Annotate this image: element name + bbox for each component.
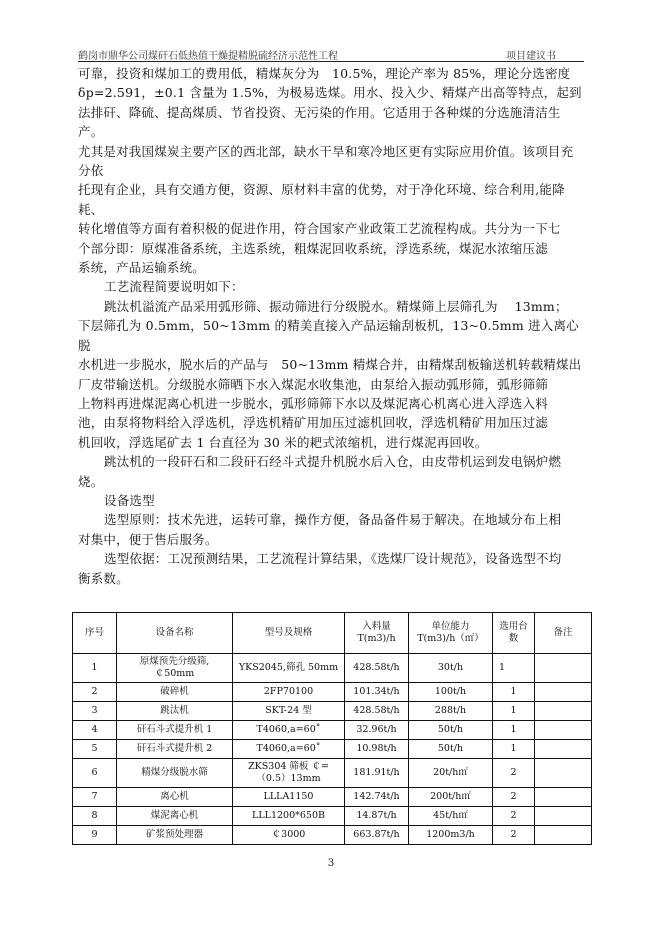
table-cell: 2 (493, 759, 535, 788)
table-cell (535, 788, 592, 807)
table-cell: 矸石斗式提升机 1 (117, 721, 233, 740)
table-cell: T4060,a=60˚ (233, 740, 345, 759)
text-line: 跳汰机的一段矸石和二段矸石经斗式提升机脱水后入仓，由皮带机运到发电锅炉燃 (104, 454, 562, 470)
table-cell: 1200m3/h (409, 826, 493, 845)
table-cell: 2 (493, 807, 535, 826)
paragraph-process (78, 297, 584, 452)
table-cell: 30t/h (409, 654, 493, 683)
text-line: 选型原则：技术先进，运转可靠，操作方便，备品备件易于解决。在地域分布上相 (104, 512, 562, 528)
table-cell: 煤泥离心机 (117, 807, 233, 826)
table-cell: T4060,a=60˚ (233, 721, 345, 740)
page-number: 3 (327, 858, 335, 869)
table-cell: 1 (73, 654, 117, 683)
text-line: 水机进一步脱水，脱水后的产品与 50~13mm 精煤合并，由精煤刮板输送机转载精煤出 (78, 357, 582, 373)
text-line: 托现有企业，具有交通方便，资源、原材料丰富的优势，对于净化环境、综合利用,能降耗、 (78, 182, 565, 217)
text-line: 机回收，浮选尾矿去 1 台直径为 30 米的耙式浓缩机，进行煤泥再回收。 (78, 434, 488, 450)
table-cell (535, 721, 592, 740)
col-header-feed-rate: 入料量 T(m3)/h (345, 613, 409, 654)
text-line: 个部分即：原煤准备系统，主选系统，粗煤泥回收系统，浮选系统，煤泥水浓缩压滤 (78, 240, 548, 256)
equipment-heading: 设备选型 (104, 492, 155, 508)
table-cell: SKT-24 型 (233, 702, 345, 721)
text-line: 上物料再进煤泥离心机进一步脱水，弧形筛筛下水以及煤泥离心机离心进入浮选入料 (78, 395, 548, 411)
table-row (73, 807, 592, 826)
text-line: 法排矸、降硫、提高煤质、节省投资、无污染的作用。它适用于各种煤的分选施清洁生产。 (78, 104, 561, 140)
table-cell (535, 740, 592, 759)
table-header-row (73, 613, 592, 654)
paragraph-selection-basis (78, 549, 584, 588)
paragraph-intro (78, 64, 584, 277)
table-cell: 45t/h㎡ (409, 807, 493, 826)
text-line: 衡系数。 (78, 570, 129, 586)
table-cell: 50t/h (409, 721, 493, 740)
table-cell: 10.98t/h (345, 740, 409, 759)
table-cell: 跳汰机 (117, 702, 233, 721)
table-cell: 2 (493, 826, 535, 845)
table-cell: 9 (73, 826, 117, 845)
table-cell: 8 (73, 807, 117, 826)
table-cell: 1 (493, 654, 535, 683)
table-cell: YKS2045,筛孔 50mm (233, 654, 345, 683)
col-header-model: 型号及规格 (233, 613, 345, 654)
table-cell: ￠3000 (233, 826, 345, 845)
table-cell (535, 759, 592, 788)
table-row (73, 702, 592, 721)
paragraph-selection-principle (78, 510, 584, 549)
header-project-title: 鹤岗市鼎华公司煤矸石低热值干燥提精脱硫经济示范性工程 (78, 51, 338, 62)
col-header-quantity: 选用台数 (493, 613, 535, 654)
text-line: 对集中，便于售后服务。 (78, 531, 218, 547)
table-cell: 6 (73, 759, 117, 788)
table-row (73, 740, 592, 759)
table-cell (535, 807, 592, 826)
table-cell: 1 (493, 702, 535, 721)
col-header-remarks: 备注 (535, 613, 592, 654)
table-row (73, 759, 592, 788)
table-cell: 4 (73, 721, 117, 740)
table-cell: 2 (73, 683, 117, 702)
table-row (73, 788, 592, 807)
table-cell: 精煤分级脱水筛 (117, 759, 233, 788)
table-cell: 428.58t/h (345, 654, 409, 683)
text-line: 尤其是对我国煤炭主要产区的西北部，缺水干旱和寒冷地区更有实际应用价值。该项目充分依 (78, 143, 574, 179)
header-doc-type: 项目建议书 (506, 51, 556, 62)
table-cell: 矸石斗式提升机 2 (117, 740, 233, 759)
text-line: 转化增值等方面有着积极的促进作用，符合国家产业政策工艺流程构成。共分为一下七 (78, 221, 561, 237)
table-cell: 破碎机 (117, 683, 233, 702)
col-header-unit-capacity: 单位能力 T(m3)/h（㎡） (409, 613, 493, 654)
table-cell: 101.34t/h (345, 683, 409, 702)
text-line: δp=2.591，±0.1 含量为 1.5%，为极易选煤。用水、投入少、精煤产出高等特点，起到 (78, 85, 582, 101)
table-cell: 50t/h (409, 740, 493, 759)
table-cell (535, 683, 592, 702)
table-row (73, 721, 592, 740)
text-line: 跳汰机溢流产品采用弧形筛、振动筛进行分级脱水。精煤筛上层筛孔为 13mm； (104, 298, 568, 314)
equipment-table (72, 612, 592, 845)
table-cell: 7 (73, 788, 117, 807)
table-cell: 200t/h㎡ (409, 788, 493, 807)
page-header (78, 45, 584, 62)
col-header-index: 序号 (73, 613, 117, 654)
col-header-name: 设备名称 (117, 613, 233, 654)
document-body (78, 64, 584, 588)
table-row (73, 826, 592, 845)
text-line: 下层筛孔为 0.5mm，50~13mm 的精美直接入产品运输刮板机，13~0.5mm 进入离心脱 (78, 318, 579, 353)
text-line: 可靠，投资和煤加工的费用低，精煤灰分为 10.5%，理论产率为 85%，理论分选密度 (78, 66, 571, 81)
table-cell: 原煤预先分级筛, ￠50mm (117, 654, 233, 683)
table-cell (535, 654, 592, 683)
table-row (73, 654, 592, 683)
process-heading: 工艺流程简要说明如下： (104, 279, 244, 295)
text-line: 系统，产品运输系统。 (78, 260, 206, 276)
text-line: 选型依据：工况预测结果，工艺流程计算结果，《选煤厂设计规范》，设备选型不均 (104, 551, 562, 567)
table-cell: 14.87t/h (345, 807, 409, 826)
table-row (73, 683, 592, 702)
table-cell: 663.87t/h (345, 826, 409, 845)
table-cell: 2 (493, 788, 535, 807)
text-line: 厂皮带输送机。分级脱水筛晒下水入煤泥水收集池，由泵给入振动弧形筛，弧形筛筛 (78, 376, 548, 392)
table-cell: LLLA1150 (233, 788, 345, 807)
paragraph-gangue (78, 452, 584, 491)
table-cell: 1 (493, 721, 535, 740)
table-cell (535, 702, 592, 721)
text-line: 池，由泵将物料给入浮选机，浮选机精矿用加压过滤机回收，浮选机精矿用加压过滤 (78, 415, 548, 431)
table-cell (535, 826, 592, 845)
table-cell: 3 (73, 702, 117, 721)
table-cell: ZKS304 筛板 ￠=（0.5）13mm (233, 759, 345, 788)
table-cell: LLL1200*650B (233, 807, 345, 826)
table-cell: 矿浆预处理器 (117, 826, 233, 845)
table-cell: 离心机 (117, 788, 233, 807)
table-cell: 20t/h㎡ (409, 759, 493, 788)
text-line: 烧。 (78, 473, 104, 489)
table-cell: 181.91t/h (345, 759, 409, 788)
table-cell: 2FP70100 (233, 683, 345, 702)
table-cell: 100t/h (409, 683, 493, 702)
table-cell: 32.96t/h (345, 721, 409, 740)
table-cell: 1 (493, 683, 535, 702)
table-cell: 1 (493, 740, 535, 759)
table-cell: 5 (73, 740, 117, 759)
table-cell: 428.58t/h (345, 702, 409, 721)
table-cell: 142.74t/h (345, 788, 409, 807)
table-cell: 288t/h (409, 702, 493, 721)
